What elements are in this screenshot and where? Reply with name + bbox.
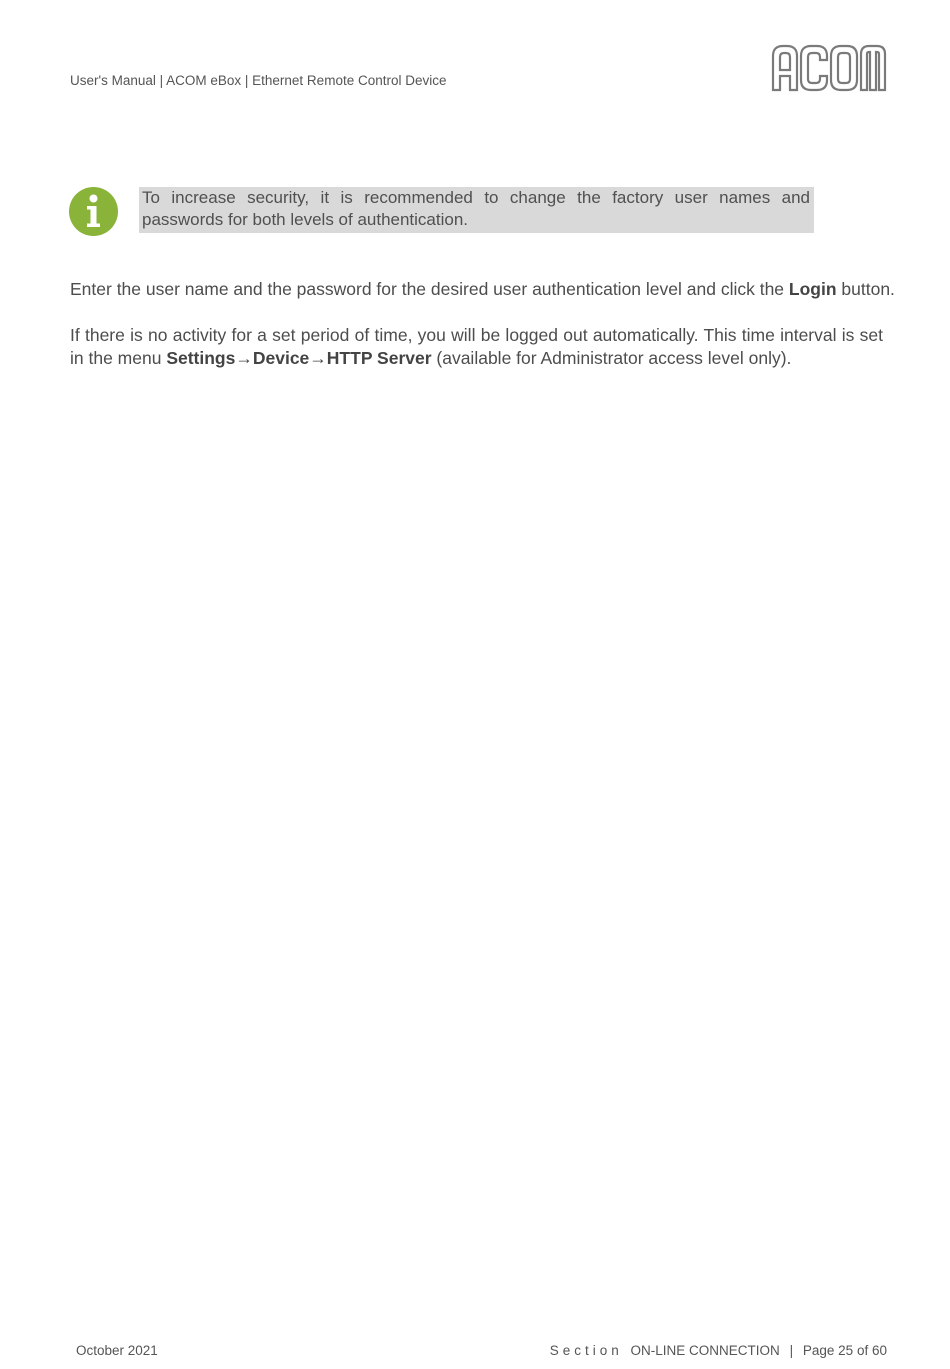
menu-device: Device [252,348,310,368]
security-note [139,187,814,233]
access-level-note: (available for Administrator access level only). [431,348,792,368]
menu-path-intro: in the menu [70,348,167,368]
acom-logo [771,44,887,92]
footer-page-current: 25 [838,1343,854,1358]
footer-date: October 2021 [76,1343,158,1358]
menu-arrow-2: → [309,348,327,368]
running-header: User's Manual | ACOM eBox | Ethernet Remote Control Device [70,73,447,88]
note-text-line-2: passwords for both levels of authentication. [142,210,469,229]
footer-separator: | [789,1343,794,1358]
timeout-paragraph-line-1: If there is no activity for a set period of time, you will be logged out automatically. This time interval is set [70,325,883,345]
menu-arrow-1: → [235,348,253,368]
timeout-paragraph-line-2 [70,347,791,370]
login-instruction-text: Enter the user name and the password for the desired user authentication level and click the [70,279,789,299]
login-button-ref: Login [788,279,837,299]
footer-page-label: Page [802,1343,835,1358]
footer-section-name: ON-LINE CONNECTION [630,1343,780,1358]
footer-page-total: 60 [871,1343,887,1358]
footer-section-label: Section [549,1343,623,1358]
info-icon [69,187,118,236]
note-text-line-1: To increase security, it is recommended to change the factory user names and [142,188,810,207]
login-instruction [70,278,895,301]
menu-http-server: HTTP Server [326,348,432,368]
footer-page-of: of [856,1343,869,1358]
login-instruction-tail: button. [836,279,895,299]
menu-settings: Settings [166,348,236,368]
footer-page-info [550,1343,887,1358]
